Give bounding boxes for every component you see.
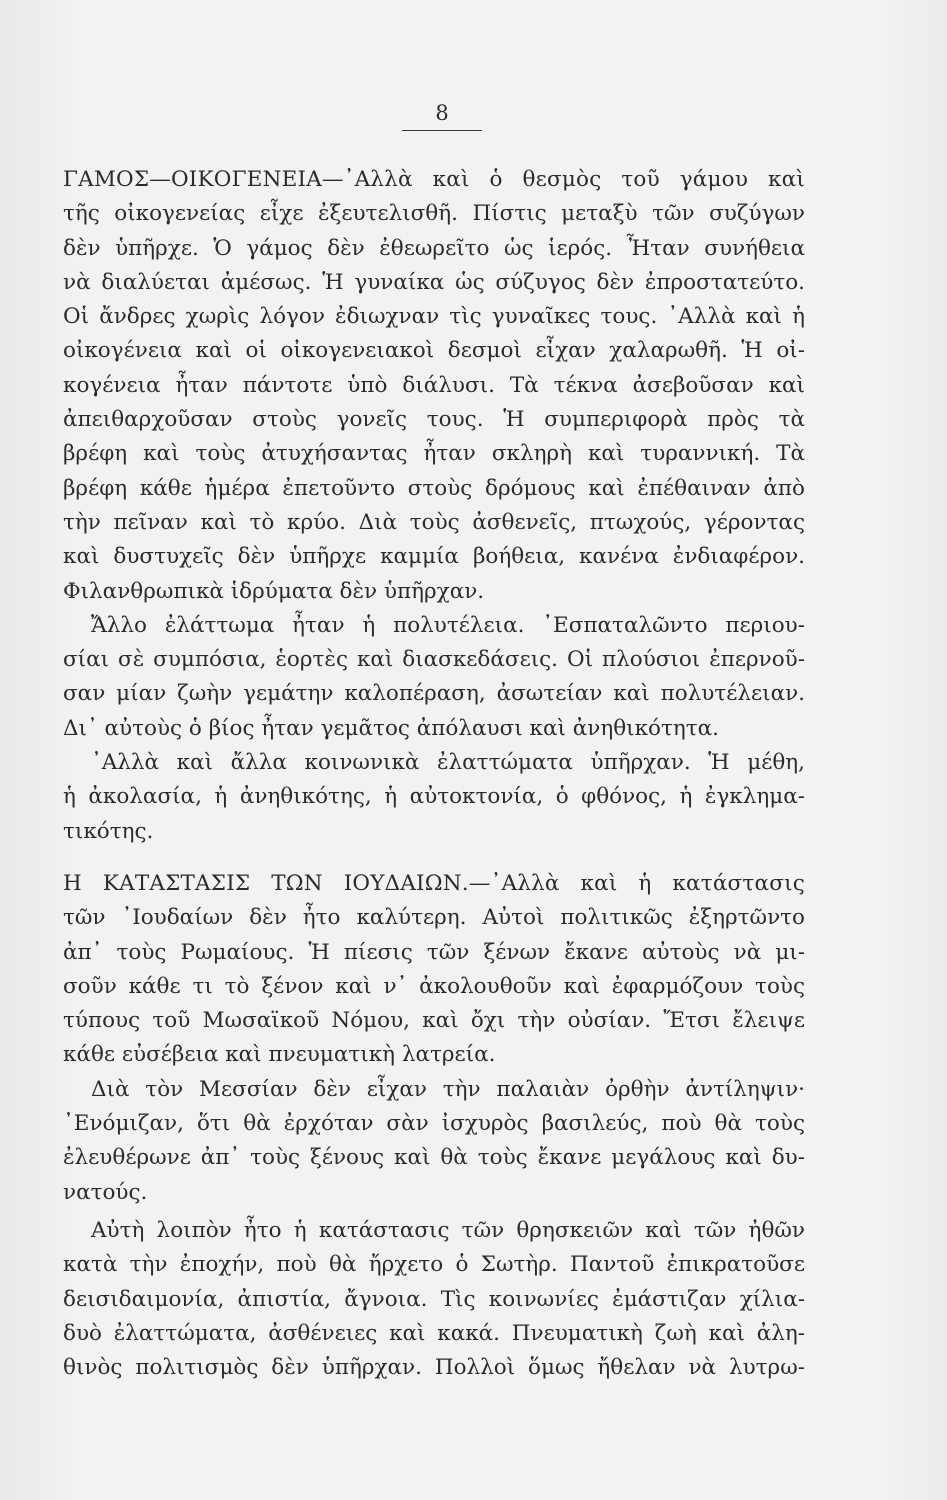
text-line: Φιλανθρωπικὰ ἱδρύματα δὲν ὑπῆρχαν. <box>63 578 485 604</box>
paragraph <box>63 867 805 1073</box>
page-number: 8 <box>402 100 482 131</box>
text-line: ἡ ἀκολασία, ἡ ἀνηθικότης, ἡ αὐτοκτονία, ὁ φθόνος, ἡ ἐγκλημα- <box>63 784 805 810</box>
page-body <box>63 163 805 1385</box>
text-line: κάθε εὐσέβεια καὶ πνευματικὴ λατρεία. <box>63 1042 496 1068</box>
text-line: ἀπειθαρχοῦσαν στοὺς γονεῖς τους. Ἡ συμπεριφορὰ πρὸς τὰ <box>63 407 805 433</box>
section-state-of-jews <box>63 867 805 1385</box>
text-line: ΓΑΜΟΣ—ΟΙΚΟΓΕΝΕΙΑ—᾿Αλλὰ καὶ ὁ θεσμὸς τοῦ γάμου καὶ <box>63 167 805 192</box>
section-gap <box>63 849 805 867</box>
text-line: δεισιδαιμονία, ἀπιστία, ἄγνοια. Τὶς κοινωνίες ἐμάστιζαν χίλια- <box>63 1286 805 1312</box>
text-line: ἀπ᾿ τοὺς Ρωμαίους. Ἡ πίεσις τῶν ξένων ἔκανε αὐτοὺς νὰ μι- <box>63 939 805 965</box>
text-line: κογένεια ἦταν πάντοτε ὑπὸ διάλυσι. Τὰ τέκνα ἀσεβοῦσαν καὶ <box>63 372 805 398</box>
text-line: τικότης. <box>63 818 154 844</box>
paragraph <box>63 746 805 849</box>
section-marriage-family <box>63 163 805 849</box>
text-line: καὶ δυστυχεῖς δὲν ὑπῆρχε καμμία βοήθεια, κανένα ἐνδιαφέρον. <box>63 544 805 570</box>
text-line: Δι᾿ αὐτοὺς ὁ βίος ἦταν γεμᾶτος ἀπόλαυσι καὶ ἀνηθικότητα. <box>63 715 719 741</box>
text-line: ᾿Αλλὰ καὶ ἄλλα κοινωνικὰ ἐλαττώματα ὑπῆρχαν. Ἡ μέθη, <box>91 750 805 776</box>
text-line: δὲν ὑπῆρχε. Ὁ γάμος δὲν ἐθεωρεῖτο ὡς ἱερός. Ἦταν συνήθεια <box>63 235 805 261</box>
paragraph <box>63 609 805 746</box>
text-line: Ἄλλο ἐλάττωμα ἦταν ἡ πολυτέλεια. ᾿Εσπαταλῶντο περιου- <box>91 612 805 638</box>
text-line: σαν μίαν ζωὴν γεμάτην καλοπέραση, ἀσωτείαν καὶ πολυτέλειαν. <box>63 681 805 707</box>
text-line: δυὸ ἐλαττώματα, ἀσθένειες καὶ κακά. Πνευματικὴ ζωὴ καὶ ἀλη- <box>63 1320 805 1346</box>
text-line: βρέφη κάθε ἡμέρα ἐπετοῦντο στοὺς δρόμους καὶ ἐπέθαιναν ἀπὸ <box>63 475 805 501</box>
text-line: κατὰ τὴν ἐποχήν, ποὺ θὰ ἤρχετο ὁ Σωτὴρ. Παντοῦ ἐπικρατοῦσε <box>63 1252 805 1278</box>
text-line: Οἱ ἄνδρες χωρὶς λόγον ἐδιωχναν τὶς γυναῖκες τους. ᾿Αλλὰ καὶ ἡ <box>63 304 805 330</box>
paragraph <box>63 1214 805 1385</box>
paragraph <box>63 163 805 609</box>
paragraph <box>63 1073 805 1210</box>
text-line: τῆς οἰκογενείας εἶχε ἐξευτελισθῆ. Πίστις μεταξὺ τῶν συζύγων <box>63 201 805 227</box>
text-line: Αὐτὴ λοιπὸν ἦτο ἡ κατάστασις τῶν θρησκειῶν καὶ τῶν ἠθῶν <box>91 1217 805 1243</box>
text-line: θινὸς πολιτισμὸς δὲν ὑπῆρχαν. Πολλοὶ ὅμως ἤθελαν νὰ λυτρω- <box>63 1355 805 1381</box>
text-line: τύπους τοῦ Μωσαϊκοῦ Νόμου, καὶ ὄχι τὴν οὐσίαν. Ἔτσι ἔλειψε <box>63 1008 805 1034</box>
text-line: ᾿Ενόμιζαν, ὅτι θὰ ἐρχόταν σὰν ἰσχυρὸς βασιλεύς, ποὺ θὰ τοὺς <box>63 1111 805 1137</box>
text-line: νὰ διαλύεται ἀμέσως. Ἡ γυναίκα ὡς σύζυγος δὲν ἐπροστατεύτο. <box>63 269 805 295</box>
text-line: τῶν ᾿Ιουδαίων δὲν ἦτο καλύτερη. Αὐτοὶ πολιτικῶς ἐξηρτῶντο <box>63 905 805 931</box>
text-line: οἰκογένεια καὶ οἱ οἰκογενειακοὶ δεσμοὶ εἶχαν χαλαρωθῆ. Ἡ οἰ- <box>63 338 805 364</box>
text-line: νατούς. <box>63 1179 148 1205</box>
text-line: τὴν πεῖναν καὶ τὸ κρύο. Διὰ τοὺς ἀσθενεῖς, πτωχούς, γέροντας <box>63 509 805 535</box>
text-line: σίαι σὲ συμπόσια, ἑορτὲς καὶ διασκεδάσεις. Οἱ πλούσιοι ἐπερνοῦ- <box>63 647 805 673</box>
text-line: ἐλευθέρωνε ἀπ᾿ τοὺς ξένους καὶ θὰ τοὺς ἔκανε μεγάλους καὶ δυ- <box>63 1145 805 1171</box>
text-line: σοῦν κάθε τι τὸ ξένον καὶ ν᾿ ἀκολουθοῦν καὶ ἐφαρμόζουν τοὺς <box>63 973 805 999</box>
text-line: βρέφη καὶ τοὺς ἀτυχήσαντας ἦταν σκληρὴ καὶ τυραννική. Τὰ <box>63 441 805 467</box>
text-line: Η ΚΑΤΑΣΤΑΣΙΣ ΤΩΝ ΙΟΥΔΑΙΩΝ.—᾿Αλλὰ καὶ ἡ κατάστασις <box>63 870 805 896</box>
text-line: Διὰ τὸν Μεσσίαν δὲν εἶχαν τὴν παλαιὰν ὀρθὴν ἀντίληψιν· <box>91 1076 805 1102</box>
